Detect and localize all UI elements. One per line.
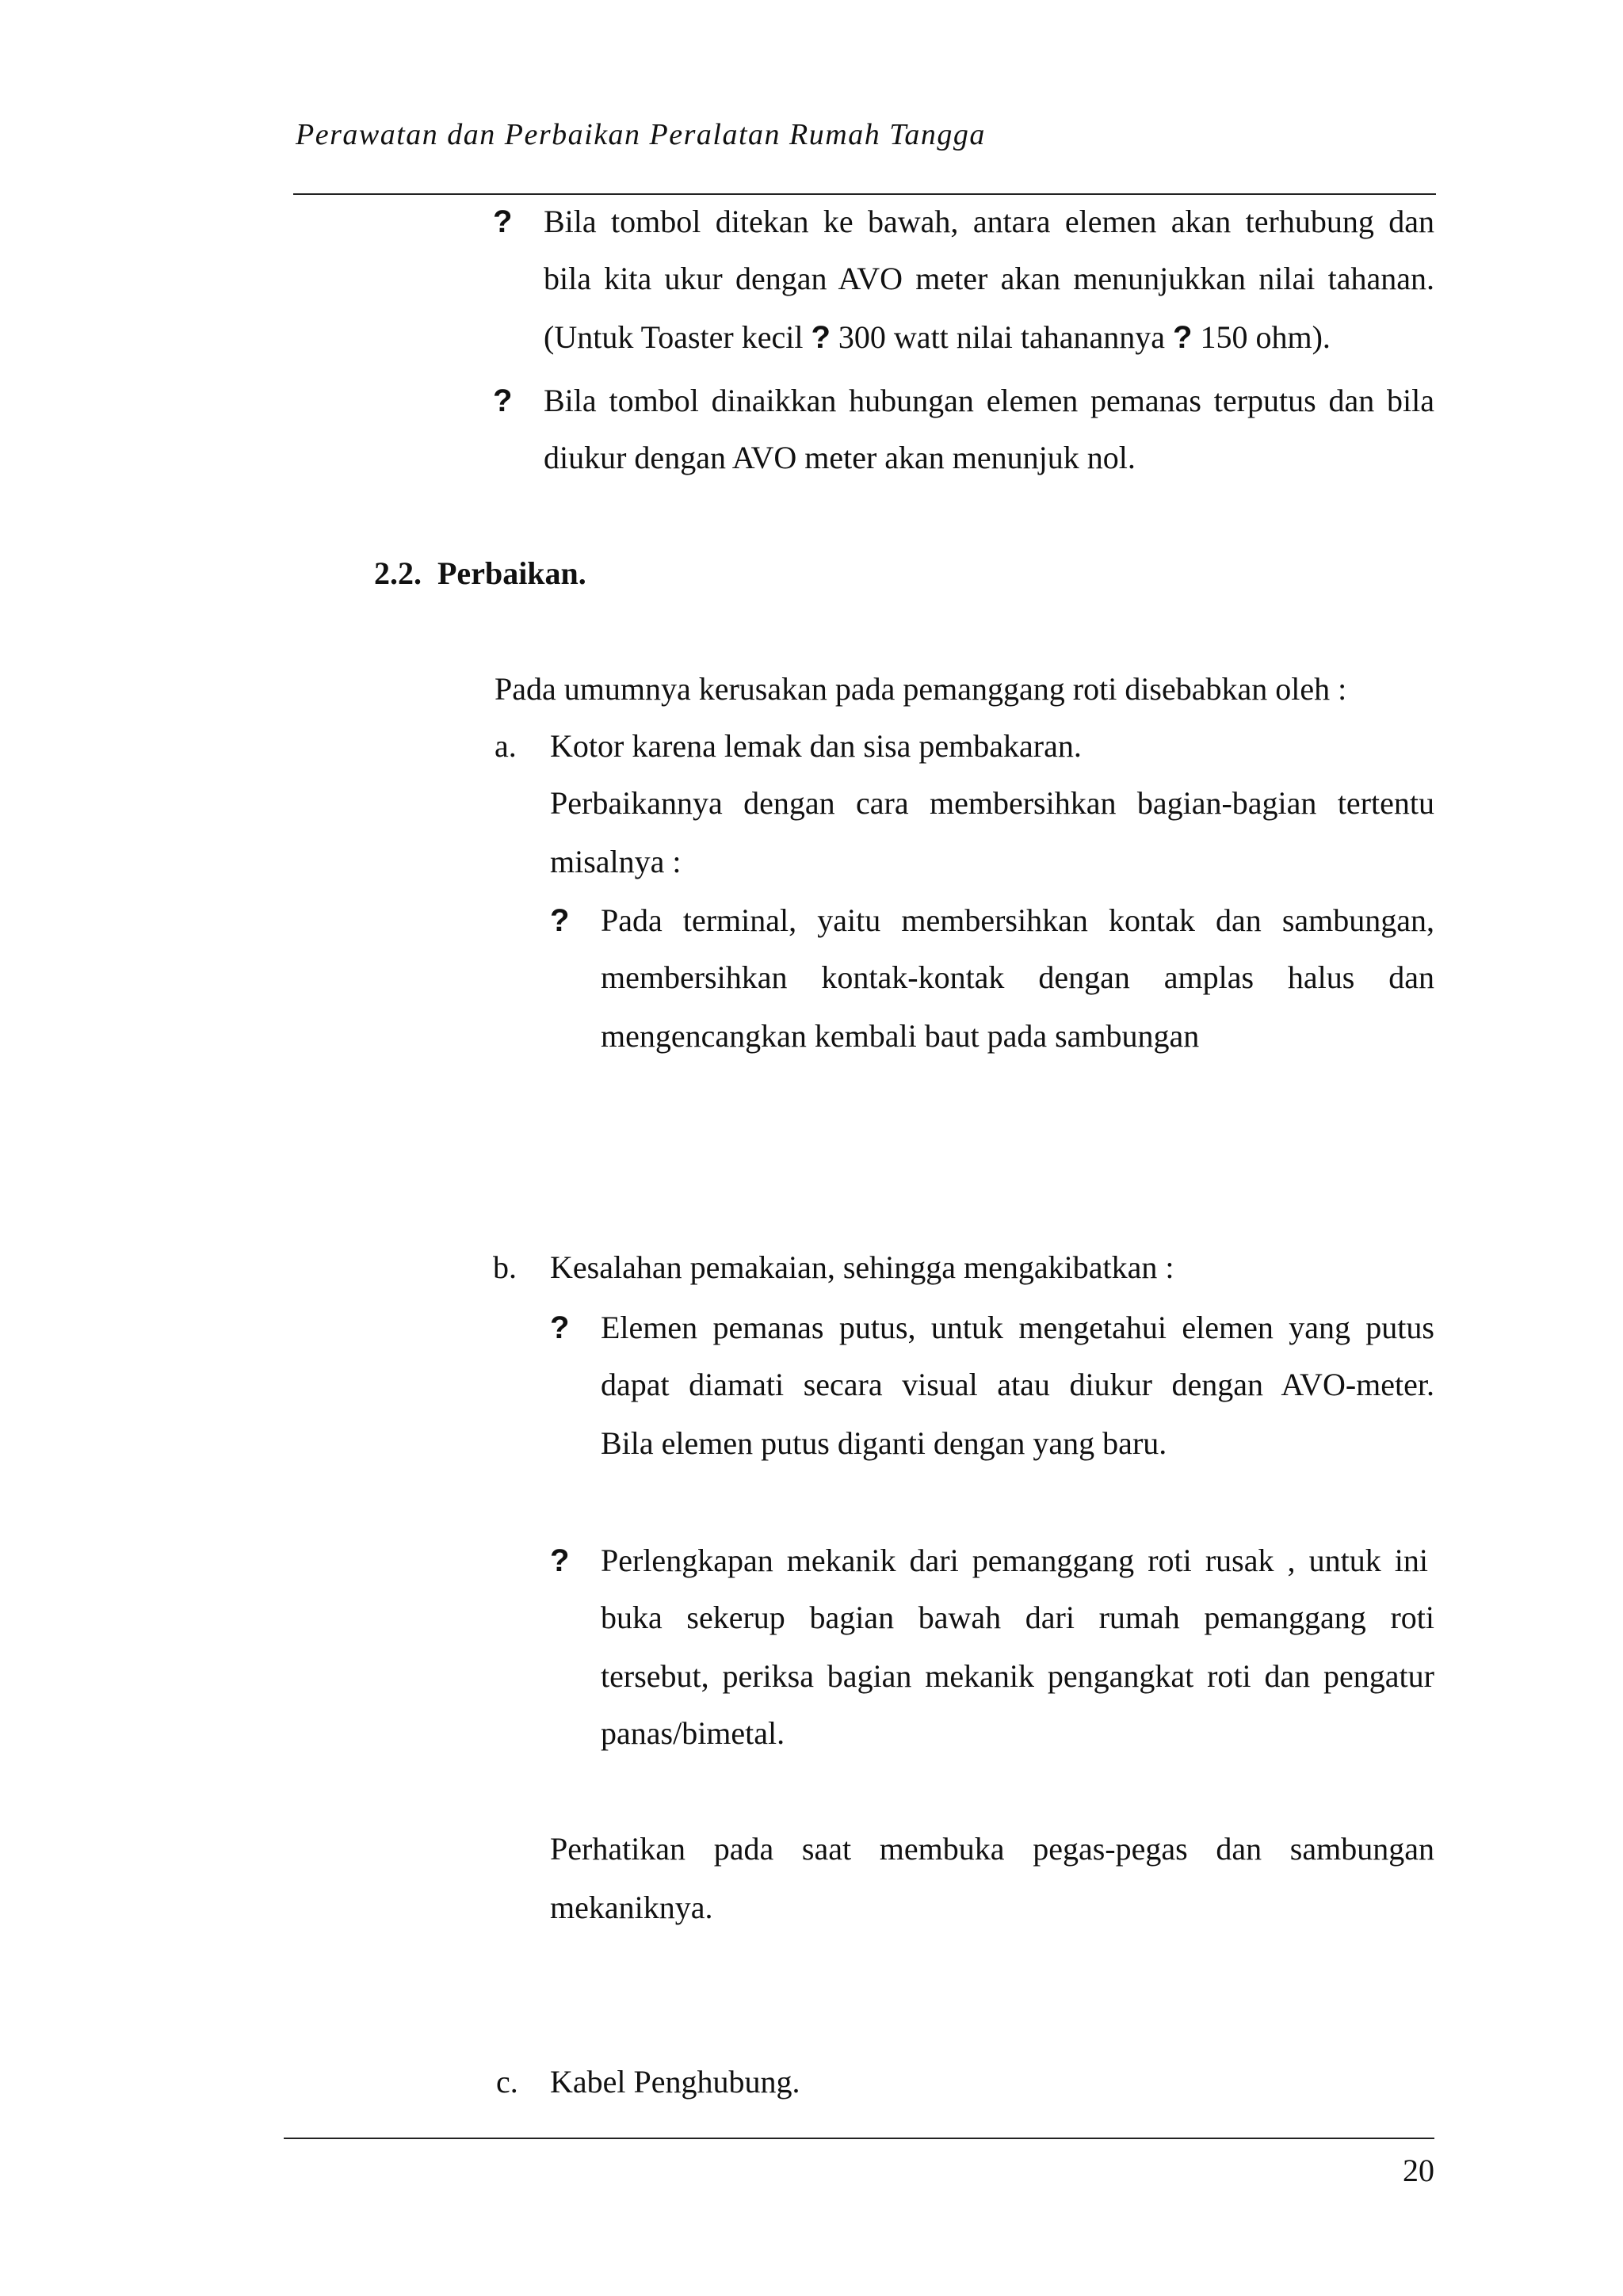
running-header: Perawatan dan Perbaikan Peralatan Rumah Tangga <box>296 118 986 151</box>
bullet-symbol: ? <box>493 383 513 418</box>
bullet-text-fragment: (Untuk Toaster kecil <box>544 319 804 355</box>
item-marker: c. <box>496 2064 518 2100</box>
bullet-symbol: ? <box>550 1310 570 1345</box>
bullet-text-line: Elemen pemanas putus, untuk mengetahui elemen yang putus <box>601 1310 1434 1345</box>
item-marker: b. <box>493 1249 517 1285</box>
bullet-text-line: mengencangkan kembali baut pada sambungan <box>601 1018 1200 1054</box>
note-line: Perhatikan pada saat membuka pegas-pegas dan sambungan <box>550 1831 1434 1867</box>
section-heading <box>374 555 586 593</box>
bullet-text-line: Bila tombol dinaikkan hubungan elemen pemanas terputus dan bila <box>544 383 1434 418</box>
bullet-text-line: Perlengkapan mekanik dari pemanggang roti rusak , untuk ini <box>601 1543 1428 1578</box>
approx-symbol: ? <box>811 320 831 355</box>
paragraph-line: misalnya : <box>550 844 682 879</box>
bullet-text-line: diukur dengan AVO meter akan menunjuk nol. <box>544 440 1136 475</box>
bullet-text-line: dapat diamati secara visual atau diukur dengan AVO-meter. <box>601 1367 1434 1402</box>
bullet-text-line <box>544 318 1331 357</box>
note-line: mekaniknya. <box>550 1890 713 1925</box>
header-rule <box>293 193 1436 195</box>
intro-sentence: Pada umumnya kerusakan pada pemanggang roti disebabkan oleh : <box>495 671 1347 707</box>
page-number: 20 <box>1403 2153 1434 2188</box>
section-title: Perbaikan. <box>437 555 586 591</box>
bullet-text-fragment: 300 watt nilai tahanannya <box>838 319 1166 355</box>
item-marker: a. <box>495 728 517 764</box>
bullet-text-line: membersihkan kontak-kontak dengan amplas halus dan <box>601 959 1434 995</box>
item-title: Kabel Penghubung. <box>550 2064 800 2100</box>
section-number: 2.2. <box>374 555 422 591</box>
item-title: Kesalahan pemakaian, sehingga mengakibatkan : <box>550 1249 1174 1285</box>
bullet-text-line: tersebut, periksa bagian mekanik pengangkat roti dan pengatur <box>601 1658 1434 1694</box>
bullet-symbol: ? <box>550 903 570 938</box>
item-title: Kotor karena lemak dan sisa pembakaran. <box>550 728 1082 764</box>
bullet-symbol: ? <box>550 1543 570 1578</box>
bullet-text-line: panas/bimetal. <box>601 1715 785 1751</box>
paragraph-line: Perbaikannya dengan cara membersihkan bagian-bagian tertentu <box>550 785 1434 821</box>
bullet-text-line: Bila tombol ditekan ke bawah, antara elemen akan terhubung dan <box>544 204 1434 239</box>
bullet-text-line: buka sekerup bagian bawah dari rumah pemanggang roti <box>601 1600 1434 1635</box>
approx-symbol: ? <box>1173 320 1193 355</box>
footer-rule <box>284 2138 1434 2139</box>
bullet-symbol: ? <box>493 204 513 239</box>
bullet-text-fragment: 150 ohm). <box>1200 319 1331 355</box>
bullet-text-line: Pada terminal, yaitu membersihkan kontak dan sambungan, <box>601 902 1434 938</box>
bullet-text-line: bila kita ukur dengan AVO meter akan menunjukkan nilai tahanan. <box>544 261 1434 296</box>
bullet-text-line: Bila elemen putus diganti dengan yang baru. <box>601 1425 1167 1461</box>
